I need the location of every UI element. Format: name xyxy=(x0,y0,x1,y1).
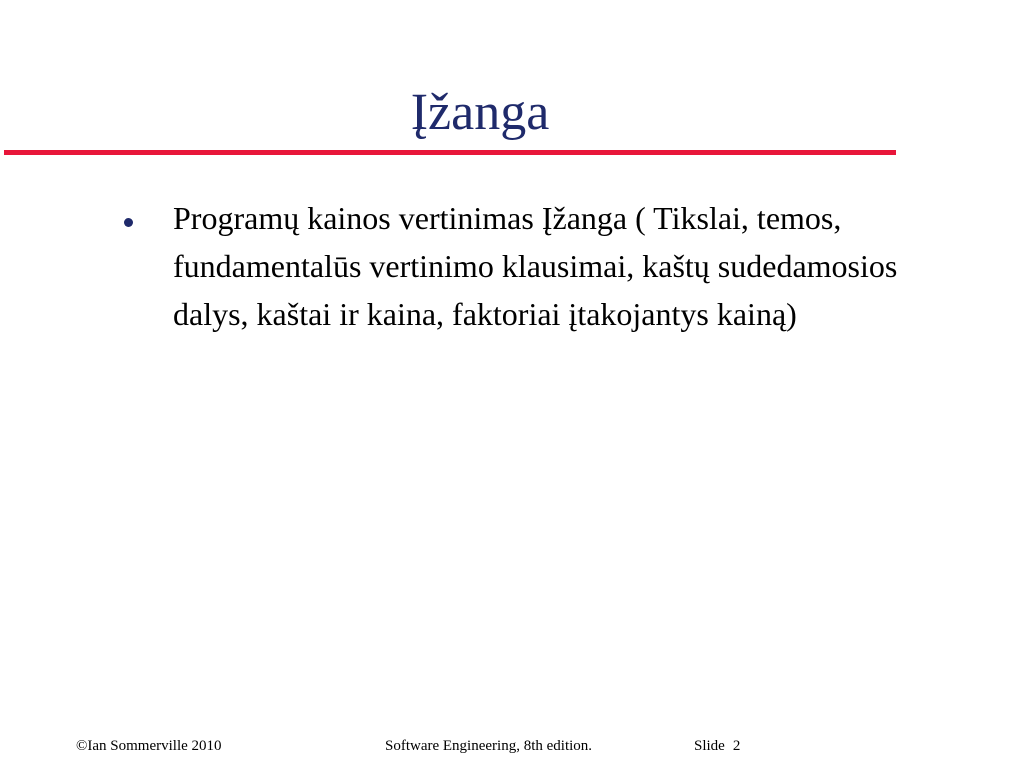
bullet-text: Programų kainos vertinimas Įžanga ( Tikslai, temos, fundamentalūs vertinimo klausimai, kaštų sudedamosios dalys, kaštai ir kaina, faktoriai įtakojantys kainą) xyxy=(173,200,898,332)
title-underline xyxy=(4,150,896,155)
footer-book-title: Software Engineering, 8th edition. xyxy=(385,738,593,754)
bullet-dot-icon xyxy=(124,218,133,227)
footer-slide-number xyxy=(694,736,740,756)
footer-copyright: ©Ian Sommerville 2010 xyxy=(76,738,222,754)
slide-number: 2 xyxy=(732,738,741,754)
bullet-item xyxy=(118,194,918,338)
slide-label: Slide xyxy=(694,738,725,754)
slide-title: Įžanga xyxy=(410,84,550,141)
bullet-list xyxy=(118,194,918,338)
